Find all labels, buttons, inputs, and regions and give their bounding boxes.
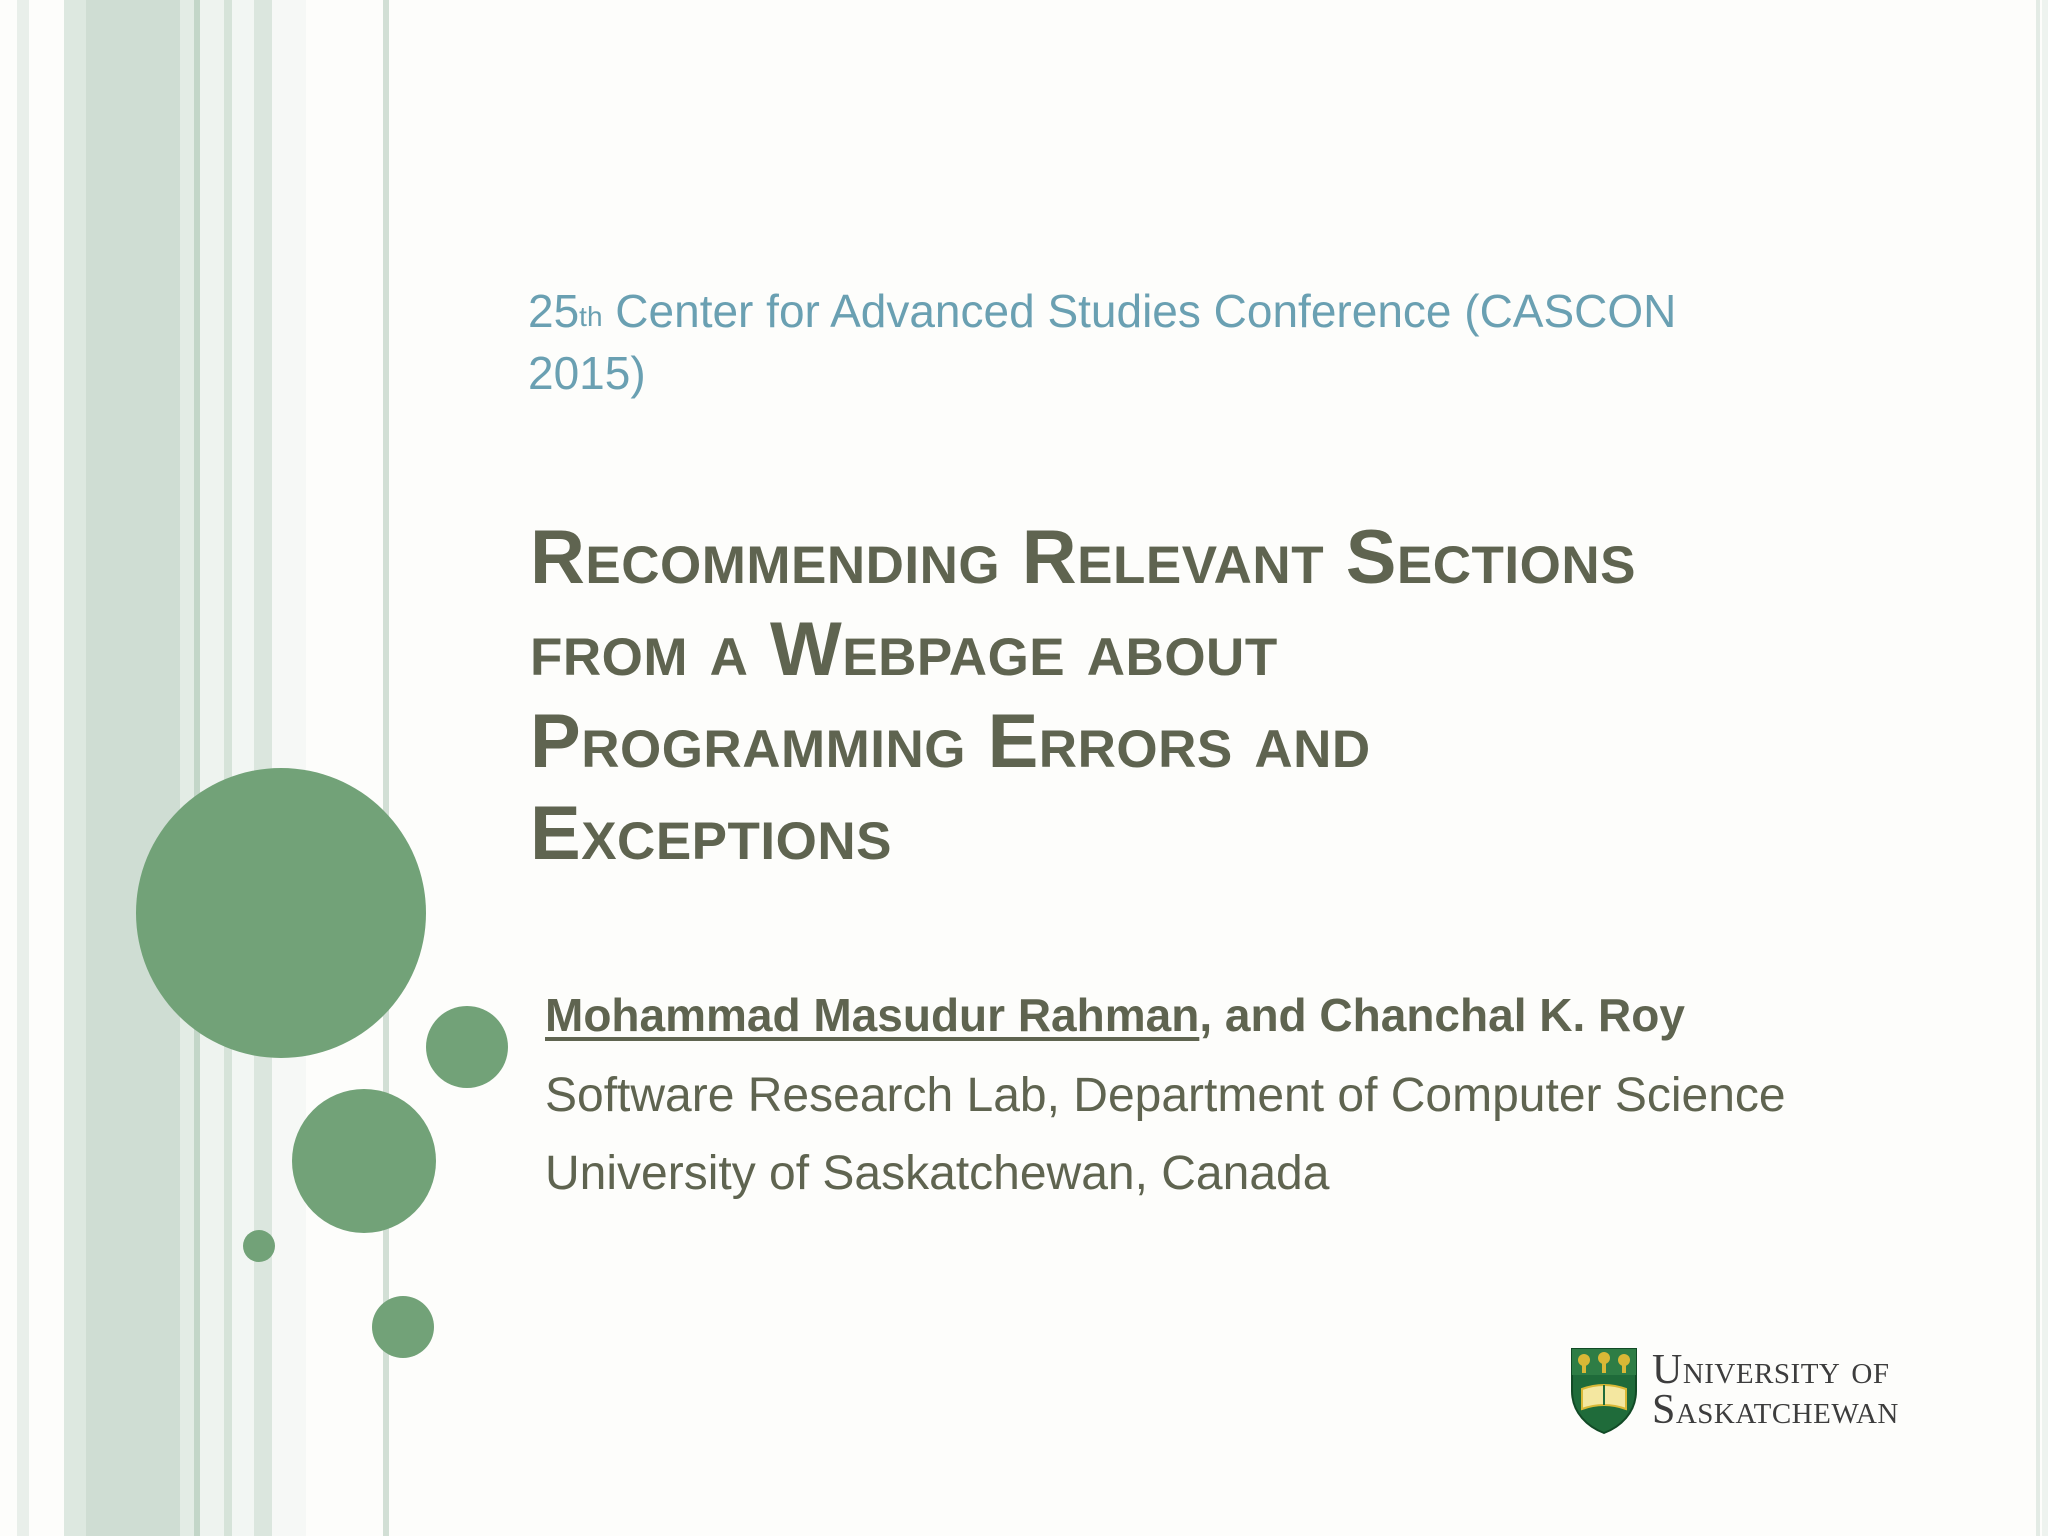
conference-name-line1: Center for Advanced Studies Conference (CASCON <box>602 285 1677 337</box>
slide-title-line: from a Webpage about <box>530 607 1278 692</box>
conference-ordinal: 25 <box>528 285 580 337</box>
decorative-stripe <box>232 0 254 1536</box>
slide-title-line: Programming Errors and <box>530 699 1371 784</box>
decorative-stripe <box>200 0 224 1536</box>
decorative-stripe <box>64 0 86 1536</box>
presenting-author: Mohammad Masudur Rahman <box>545 989 1200 1041</box>
decorative-stripe <box>224 0 232 1536</box>
decorative-bubble <box>292 1089 436 1233</box>
decorative-bubble <box>426 1006 508 1088</box>
decorative-stripe <box>2042 0 2048 1536</box>
shield-crest-icon <box>1568 1345 1640 1435</box>
decorative-bubble <box>372 1296 434 1358</box>
decorative-bubble-small <box>243 1230 275 1262</box>
decorative-bubble-large <box>136 768 426 1058</box>
slide-title-line: Recommending Relevant Sections <box>530 515 1636 600</box>
university-logo <box>1568 1345 1899 1435</box>
co-authors: , and Chanchal K. Roy <box>1199 989 1685 1041</box>
decorative-stripe <box>2036 0 2040 1536</box>
slide-title <box>530 512 1910 880</box>
conference-name-line2: 2015) <box>528 347 646 399</box>
decorative-stripe <box>17 0 29 1536</box>
affiliation-university: University of Saskatchewan, Canada <box>545 1147 1330 1200</box>
conference-name <box>528 280 1828 404</box>
decorative-stripe <box>86 0 180 1536</box>
logo-wordmark <box>1652 1347 1899 1433</box>
slide-title-line: Exceptions <box>530 791 892 876</box>
conference-ordinal-suffix: th <box>579 301 603 332</box>
logo-text-line: Saskatchewan <box>1652 1387 1899 1433</box>
logo-text-line: University of <box>1652 1347 1890 1393</box>
affiliation-department: Software Research Lab, Department of Computer Science <box>545 1069 1786 1122</box>
decorative-stripe <box>180 0 194 1536</box>
author-list <box>545 985 1685 1045</box>
